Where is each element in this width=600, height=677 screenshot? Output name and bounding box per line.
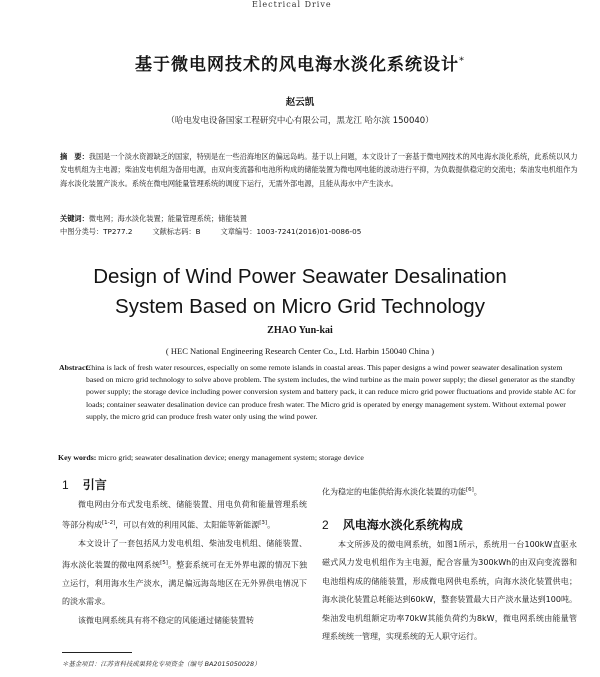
class-number: 中图分类号：TP277.2 <box>60 227 133 236</box>
article-number: 文章编号：1003-7241(2016)01-0086-05 <box>220 227 362 236</box>
english-title-line-2: System Based on Micro Grid Technology <box>115 295 485 318</box>
classification-line <box>60 225 580 238</box>
chinese-author: 赵云凯 <box>285 97 315 108</box>
chinese-title-text: 基于微电网技术的风电海水淡化系统设计 <box>135 55 459 75</box>
document-code: 文献标志码：B <box>152 227 201 236</box>
english-keywords <box>58 452 578 464</box>
footnote-divider <box>62 652 132 653</box>
p1-tail: ，可以有效的利用风能、太阳能等新能源 <box>115 521 260 531</box>
english-title-line-1: Design of Wind Power Seawater Desalination <box>93 265 507 288</box>
citation: [6] <box>466 487 474 493</box>
section-2-heading <box>322 516 463 533</box>
left-column <box>62 496 307 630</box>
continuation-text: 化为稳定的电能供给海水淡化装置的功能 <box>322 487 466 497</box>
title-footnote-mark: * <box>459 55 465 67</box>
chinese-keywords-label: 关键词： <box>60 214 89 223</box>
section-2-number: 2 <box>322 518 329 532</box>
right-column <box>322 481 577 647</box>
p1-text: 微电网由分布式发电系统、储能装置、用电负荷和能量管理系统等部分构成 <box>62 500 307 531</box>
chinese-abstract-text: 我国是一个淡水资源缺乏的国家，特别是在一些沿海地区的偏远岛屿。基于以上问题，本文设计了一套基于微电网技术的风电海水淡化系统，此系统以风力发电机组为主电源；柴油发电机组为备用电源，由双向变流器和电池所构成的储能装置为微电网电能的波动进行平抑，为负载提供稳定的交流电；柴油发电机组作为海水淡化装置产淡水。系统在微电网能量管理系统的调度下运行，无需外部电源，且能从海水中产生淡水。 <box>60 152 578 188</box>
citation: [1-2] <box>102 520 116 527</box>
english-keywords-label: Key words: <box>58 453 97 462</box>
citation: [5] <box>160 559 168 566</box>
p2-tail: 。整套系统可在无外界电源的情况下独立运行，利用海水生产淡水，满足偏远海岛地区在无外界供电情况下的淡水需求。 <box>62 560 308 607</box>
continuation-end: 。 <box>473 487 482 497</box>
section-1-continuation <box>322 481 577 502</box>
chinese-keywords-text: 微电网；海水淡化装置；能量管理系统；储能装置 <box>88 214 247 223</box>
chinese-affiliation: （哈电发电设备国家工程研究中心有限公司，黑龙江 哈尔滨 150040） <box>166 116 434 126</box>
english-abstract-text: China is lack of fresh water resources, especially on some remote islands in coastal areas. This paper designs a wind power seawater desalination system based on micro grid technology to solve above problem. The system includes, the wind turbine as the main power supply; the diesel generator as the standby power supply; the storage device including power conversion system and battery pack, it can reduce micro grid power fluctuations and provide stable AC for loads; container seawater desalination device can produce fresh water. The Micro grid is operated by energy management system. Without external power supply, the micro grid can produce fresh water only using the wind power. <box>86 363 576 421</box>
footnote: ＊基金项目：江苏省科技成果转化专项资金（编号 BA2015050028） <box>62 660 261 668</box>
chinese-abstract-label: 摘 要： <box>60 152 89 161</box>
english-author: ZHAO Yun-kai <box>267 325 333 336</box>
section-2-title: 风电海水淡化系统构成 <box>342 518 463 532</box>
chinese-abstract <box>60 150 580 190</box>
p2-text: 本文设计了一套包括风力发电机组、柴油发电机组、储能装置、海水淡化装置的微电网系统 <box>62 539 307 570</box>
english-title <box>0 262 600 322</box>
english-abstract <box>59 362 576 423</box>
section-1-paragraph-1 <box>62 496 307 535</box>
section-1-paragraph-3: 该微电网系统具有将不稳定的风能通过储能装置转 <box>78 615 254 625</box>
section-1-number: 1 <box>62 478 69 492</box>
chinese-keywords <box>60 212 580 225</box>
english-abstract-label: Abstract: <box>59 363 91 372</box>
section-1-heading <box>62 476 107 493</box>
section-1-title: 引言 <box>82 478 107 492</box>
chinese-title <box>0 50 600 75</box>
citation: [3] <box>259 520 268 527</box>
section-2-paragraph: 本文所涉及的微电网系统，如图1所示，系统用一台100kW直驱永磁式风力发电机组作为主电源，配合容量为300kWh的由双向变流器和电池组构成的储能装置，形成微电网供电系统，向海水淡化装置供电；海水淡化装置总耗能达到60kW，整套装置最大日产淡水量达到100吨。柴油发电机组额定功率70kW其能负荷约为8kW，微电网系统由能量管理系统统一管理，实现系统的无人职守运行。 <box>322 540 577 642</box>
p1-end: 。 <box>267 521 276 531</box>
section-1-paragraph-2 <box>62 535 307 611</box>
english-affiliation: ( HEC National Engineering Research Center Co., Ltd. Harbin 150040 China ) <box>165 346 435 356</box>
journal-header: Electrical Drive <box>252 0 332 9</box>
english-keywords-text: micro grid; seawater desalination device; energy management system; storage device <box>98 453 364 462</box>
